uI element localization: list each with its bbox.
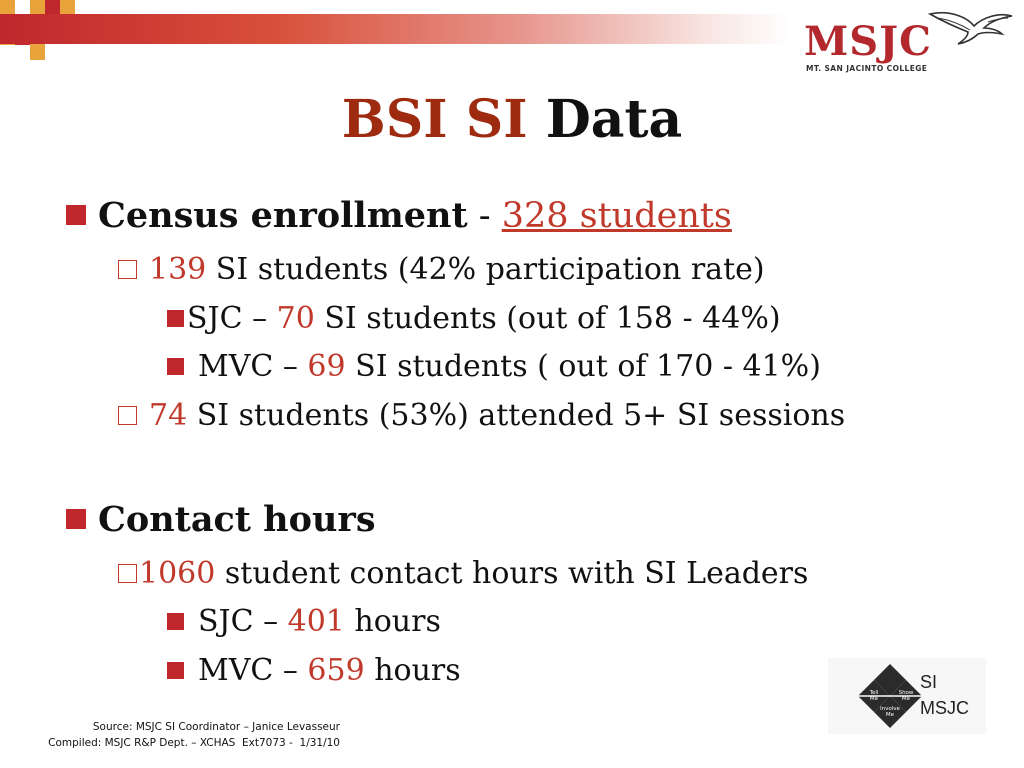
bullet-open-square-icon: [118, 260, 137, 279]
census-sjc-prefix: SJC –: [187, 301, 277, 336]
header-square: [30, 45, 45, 60]
census-sjc-value: 70: [276, 301, 315, 336]
si-tell-text: Tell: [869, 690, 879, 696]
contact-mvc-bullet: [167, 653, 461, 688]
header-square: [0, 0, 15, 15]
header-square: [30, 0, 45, 15]
source-footnote: [48, 719, 340, 751]
si-tell-text-2: Me: [869, 696, 879, 702]
header-square: [45, 0, 60, 15]
census-sjc-bullet: [167, 301, 781, 336]
header-bar: [0, 14, 790, 44]
si-label: SI: [920, 672, 938, 692]
header-square: [60, 0, 75, 15]
si-msjc-label: MSJC: [920, 698, 969, 718]
eagle-icon: [928, 8, 1014, 48]
contact-mvc-text: hours: [364, 653, 461, 688]
attended-text: SI students (53%) attended 5+ SI sessions: [187, 398, 846, 433]
contact-sjc-bullet: [167, 604, 441, 639]
contact-sjc-text: hours: [344, 604, 441, 639]
contact-sjc-value: 401: [287, 604, 345, 639]
participation-bullet: [118, 252, 765, 287]
bullet-square-icon: [167, 662, 184, 679]
bullet-square-icon: [167, 358, 184, 375]
census-mvc-text: SI students ( out of 170 - 41%): [345, 349, 821, 384]
title-rest: Data: [545, 89, 683, 150]
si-msjc-logo: [828, 658, 986, 734]
slide-title: [0, 88, 1024, 152]
census-value: 328 students: [501, 196, 732, 236]
census-mvc-prefix: MVC –: [198, 349, 308, 384]
contact-total-text: student contact hours with SI Leaders: [215, 556, 809, 591]
source-line-2: Compiled: MSJC R&P Dept. – XCHAS Ext7073 - 1/31/10: [48, 737, 340, 749]
bullet-open-square-icon: [118, 564, 137, 583]
si-show-text-2: Me: [901, 696, 911, 702]
participation-text: SI students (42% participation rate): [206, 252, 765, 287]
census-sjc-text: SI students (out of 158 - 44%): [314, 301, 781, 336]
bullet-square-icon: [167, 310, 184, 327]
attended-value: 74: [149, 398, 188, 433]
contact-total-value: 1060: [139, 556, 216, 591]
census-mvc-bullet: [167, 349, 821, 384]
contact-total-bullet: [118, 556, 808, 591]
bullet-open-square-icon: [118, 406, 137, 425]
bullet-square-icon: [66, 509, 86, 529]
contact-hours-bullet: [66, 499, 376, 540]
contact-mvc-value: 659: [307, 653, 365, 688]
attended-bullet: [118, 398, 845, 433]
si-involve-text-2: Me: [885, 712, 895, 718]
source-line-1: Source: MSJC SI Coordinator – Janice Levasseur: [92, 721, 340, 733]
participation-value: 139: [149, 252, 207, 287]
logo-text: MSJC: [804, 18, 932, 65]
contact-sjc-prefix: SJC –: [198, 604, 288, 639]
title-accent: BSI SI: [341, 89, 528, 150]
census-label: Census enrollment: [98, 195, 468, 236]
census-separator: -: [467, 196, 502, 236]
bullet-square-icon: [66, 205, 86, 225]
census-enrollment-bullet: [66, 195, 732, 236]
logo-subtitle: MT. SAN JACINTO COLLEGE: [806, 64, 928, 73]
contact-label: Contact hours: [98, 499, 376, 540]
si-diamond-icon: [828, 658, 986, 734]
msjc-logo: [800, 8, 1015, 76]
si-show-text: Show: [898, 690, 914, 696]
bullet-square-icon: [167, 613, 184, 630]
census-mvc-value: 69: [307, 349, 346, 384]
contact-mvc-prefix: MVC –: [198, 653, 308, 688]
si-involve-text: Involve: [880, 706, 900, 712]
